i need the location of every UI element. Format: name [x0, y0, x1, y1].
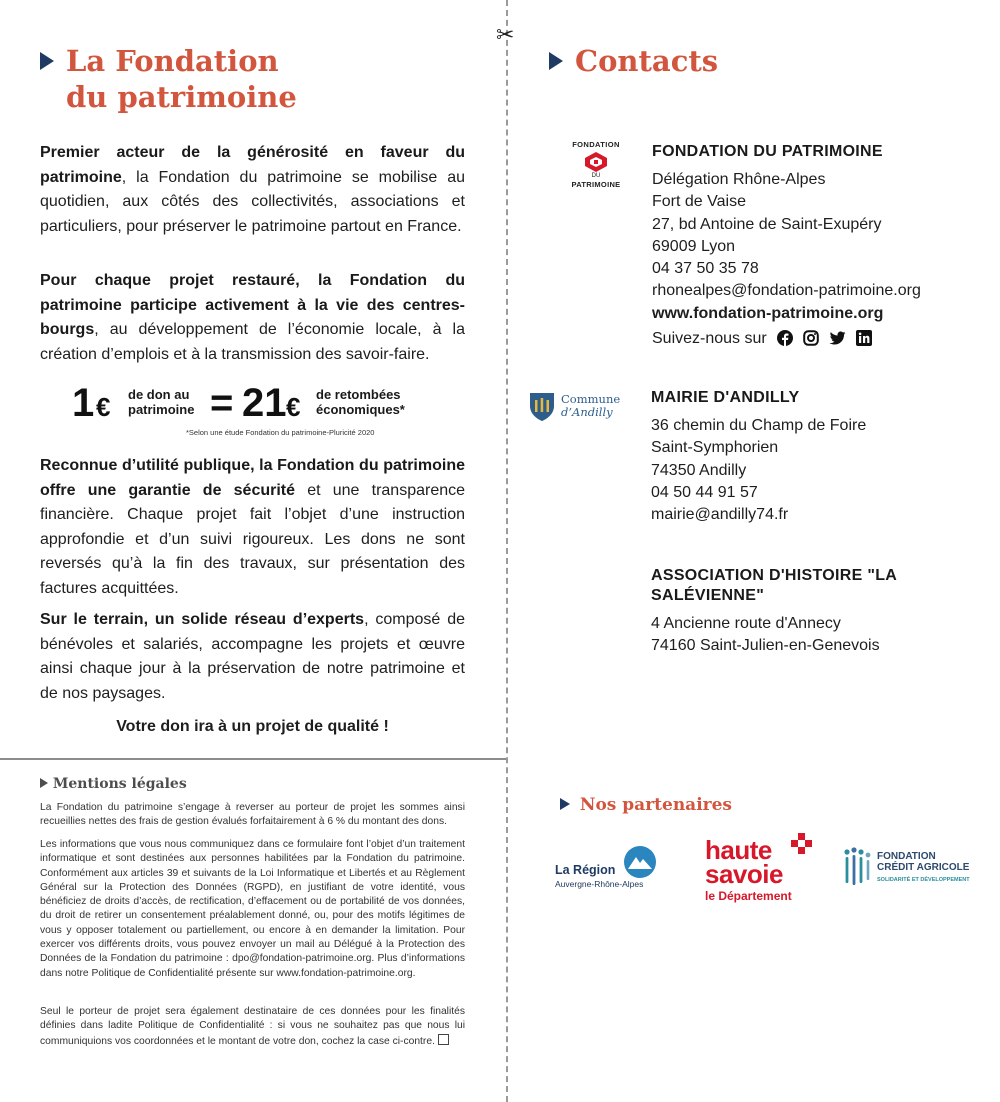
- paragraph-2-text: , au développement de l’économie locale, à la création d’emplois et à la transmission des savoir-faire.: [40, 321, 465, 363]
- equation-left-label-1: de don au: [128, 387, 190, 402]
- fondation-email[interactable]: rhonealpes@fondation-patrimoine.org: [652, 282, 921, 300]
- twitter-icon[interactable]: [829, 330, 846, 347]
- equation-left-value: 1: [72, 381, 95, 425]
- equation-left-label: [128, 387, 194, 417]
- haute-savoie-line-3: le Département: [705, 889, 792, 903]
- linkedin-icon[interactable]: [856, 330, 873, 347]
- facebook-icon[interactable]: [776, 330, 793, 347]
- equation-right-label-2: économiques*: [316, 402, 405, 417]
- credit-agricole-logo: [843, 846, 988, 890]
- contacts-heading-arrow: [549, 52, 563, 75]
- paragraph-4-bold: Sur le terrain, un solide réseau d’experts: [40, 611, 365, 628]
- fondation-contact-line-1: Délégation Rhône-Alpes: [652, 171, 826, 188]
- fold-line-vertical: [506, 0, 508, 1102]
- heading-line-2: du patrimoine: [66, 80, 297, 114]
- paragraph-4: [40, 608, 465, 706]
- equation-right-label-1: de retombées: [316, 387, 401, 402]
- credit-agricole-line-1: FONDATION: [877, 851, 936, 862]
- haute-savoie-line-2: savoie: [705, 859, 783, 889]
- region-logo-line-1: La Région: [555, 863, 616, 877]
- mairie-contact-line-1: 36 chemin du Champ de Foire: [651, 417, 867, 434]
- equation-left-currency: €: [96, 392, 111, 422]
- mairie-email[interactable]: mairie@andilly74.fr: [651, 506, 789, 524]
- equation-equals: =: [210, 381, 234, 425]
- partners-title: Nos partenaires: [579, 795, 732, 815]
- paragraph-2: [40, 269, 465, 367]
- haute-savoie-logo: [703, 833, 815, 905]
- paragraph-2-bold: Pour chaque projet restauré, la Fondation du patrimoine participe activement à la vie des centres-bourgs: [40, 272, 465, 338]
- legal-paragraph-3: [40, 1005, 465, 1049]
- opt-out-checkbox[interactable]: [438, 1034, 449, 1045]
- equation-right-label: [316, 387, 405, 417]
- andilly-logo: [529, 392, 629, 424]
- credit-agricole-figures-icon: [843, 846, 871, 888]
- legal-heading: [40, 775, 187, 793]
- haute-savoie-line-1: haute: [705, 835, 772, 865]
- fondation-logo-mid: DU: [591, 173, 601, 179]
- legal-paragraph-3-text: Seul le porteur de projet sera également destinataire de ces données pour les finalités définies dans ladite Politique de Confidentialité : si vous ne souhaitez pas que nous lui communiquions vos coordonnées et le montant de votre don, cochez la case ci-contre.: [40, 1006, 465, 1047]
- fondation-heading: [66, 43, 297, 115]
- fondation-logo: [565, 140, 627, 189]
- contacts-heading: Contacts: [575, 44, 719, 78]
- fondation-logo-top: FONDATION: [572, 140, 620, 149]
- follow-us-row: [652, 328, 982, 350]
- cut-line-horizontal: [0, 758, 506, 760]
- mairie-contact-line-2: Saint-Symphorien: [651, 439, 779, 457]
- haute-savoie-cross-icon: [791, 833, 813, 855]
- paragraph-1: [40, 141, 465, 239]
- fondation-logo-bottom: PATRIMOINE: [571, 180, 621, 189]
- fondation-contact-name: FONDATION DU PATRIMOINE: [652, 143, 883, 160]
- association-contact: [651, 566, 981, 658]
- follow-us-label: Suivez-nous sur: [652, 330, 767, 348]
- scissors-icon: ✂: [496, 22, 515, 47]
- instagram-icon[interactable]: [803, 330, 820, 347]
- equation-footnote: *Selon une étude Fondation du patrimoine-Pluricité 2020: [186, 428, 375, 437]
- credit-agricole-line-3: SOLIDARITÉ ET DÉVELOPPEMENT: [877, 877, 970, 883]
- paragraph-1-bold: Premier acteur de la générosité en faveur du patrimoine: [40, 144, 465, 186]
- paragraph-1-text: , la Fondation du patrimoine se mobilise au quotidien, aux côtés des collectivités, associations et particuliers, pour préserver le patrimoine partout en France.: [40, 168, 465, 235]
- fondation-website-link[interactable]: www.fondation-patrimoine.org: [652, 304, 884, 322]
- legal-paragraph-1: La Fondation du patrimoine s’engage à reverser au porteur de projet les sommes ainsi recueillies nettes des frais de gestion évalués forfaitairement à 6 % du montant des dons.: [40, 802, 465, 828]
- andilly-logo-line-1: Commune: [561, 392, 621, 406]
- andilly-logo-line-2: d’Andilly: [561, 405, 613, 419]
- paragraph-3-bold: Reconnue d’utilité publique, la Fondation du patrimoine offre une garantie de sécurité: [40, 457, 465, 499]
- fondation-contact-line-4: 69009 Lyon: [652, 237, 736, 255]
- partners-heading: [560, 795, 732, 815]
- closing-statement: Votre don ira à un projet de qualité !: [116, 718, 389, 735]
- association-address-line-1: 4 Ancienne route d'Annecy: [651, 615, 841, 632]
- mairie-phone: 04 50 44 91 57: [651, 483, 758, 501]
- paragraph-3-text: et une transparence financière. Chaque projet fait l’objet d’une instruction approfondie et d’un suivi rigoureux. Les dons ne sont reversés qu’à la fin des travaux, sur présentation des factures acquittées.: [40, 481, 466, 597]
- legal-arrow-icon: [40, 778, 48, 788]
- association-address-line-2: 74160 Saint-Julien-en-Genevois: [651, 637, 880, 655]
- association-name-line-1: ASSOCIATION D'HISTOIRE "LA: [651, 567, 898, 584]
- equation-left-label-2: patrimoine: [128, 402, 195, 417]
- fondation-contact-line-2: Fort de Vaise: [652, 193, 746, 211]
- region-logo-line-2: Auvergne-Rhône-Alpes: [555, 879, 644, 889]
- fondation-phone: 04 37 50 35 78: [652, 260, 759, 278]
- equation-right-currency: €: [286, 392, 301, 422]
- credit-agricole-line-2: CRÉDIT AGRICOLE: [877, 862, 970, 873]
- equation-right-value: 21: [242, 381, 287, 425]
- legal-paragraph-2: Les informations que vous nous communiquez dans ce formulaire font l’objet d’un traitement informatique et sont destinées aux personnes habilitées par la Fondation du patrimoine. Conformément aux articles 39 et suivants de la Loi Informatique et Libertés et au Règlement Général sur la Protection des Données (RGPD), en justifiant de votre identité, vous bénéficiez de droits d’accès, de rectification, d’effacement ou de portabilité de vos données, du droit de retirer un consentement préalablement donné, ou, pour des motifs légitimes de vous y opposer totalement ou partiellement, ou encore à en demander la limitation. Pour exercer vos différents droits, vous pouvez envoyer un mail au Délégué à la Protection des Données de la Fondation du patrimoine : dpo@fondation-patrimoine.org. Plus d’informations dans notre Politique de Confidentialité présente sur www.fondation-patrimoine.org.: [40, 839, 465, 979]
- mairie-contact: [651, 388, 981, 526]
- mairie-contact-name: MAIRIE D'ANDILLY: [651, 389, 800, 406]
- paragraph-3: [40, 454, 465, 601]
- region-circle-icon: [623, 845, 657, 879]
- association-name-line-2: SALÉVIENNE": [651, 587, 765, 604]
- legal-title: Mentions légales: [52, 776, 187, 792]
- fondation-contact: [652, 142, 982, 350]
- fondation-heading-arrow: [40, 52, 54, 75]
- region-logo: [553, 845, 665, 893]
- fondation-logo-mark: [583, 151, 609, 173]
- partners-arrow-icon: [560, 798, 570, 810]
- andilly-shield-icon: [529, 392, 555, 422]
- mairie-contact-line-3: 74350 Andilly: [651, 461, 747, 479]
- paragraph-4-text: , composé de bénévoles et salariés, accompagne les projets et œuvre ainsi chaque jour à la préservation de notre patrimoine et de nos paysages.: [40, 611, 465, 702]
- fondation-contact-line-3: 27, bd Antoine de Saint-Exupéry: [652, 215, 882, 233]
- donation-equation: [72, 380, 452, 440]
- heading-line-1: La Fondation: [66, 44, 279, 78]
